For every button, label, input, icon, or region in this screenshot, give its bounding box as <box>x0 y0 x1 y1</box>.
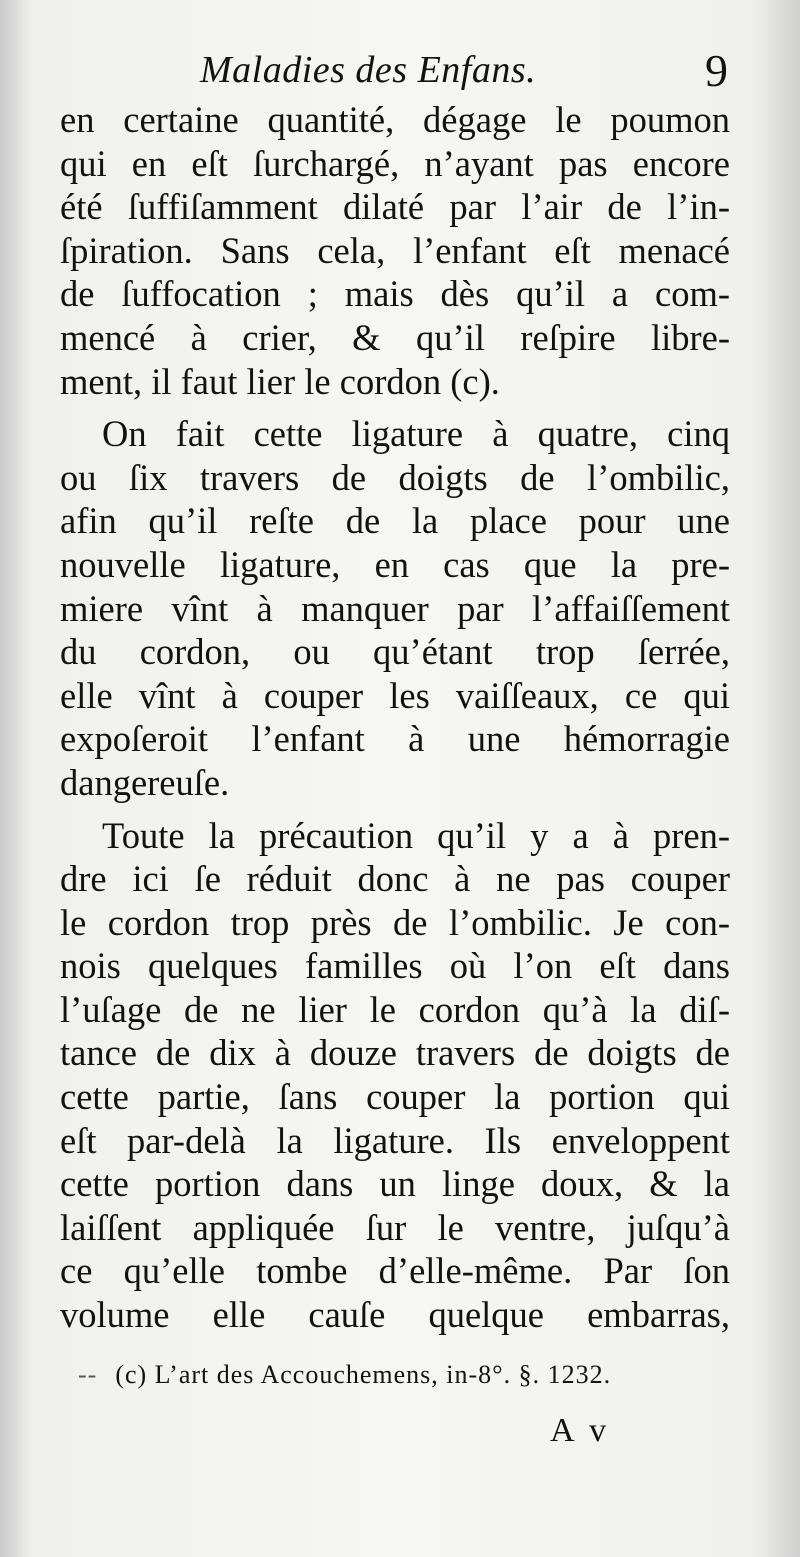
text-line: ce qu’elle tombe d’elle-même. Par ſon <box>60 1250 730 1292</box>
text-line: de ſuffocation ; mais dès qu’il a com- <box>60 273 730 315</box>
text-line: en certaine quantité, dégage le poumon <box>60 99 730 140</box>
text-line: qui en eſt ſurchargé, n’ayant pas encore <box>60 142 730 184</box>
text-line: miere vînt à manquer par l’affaiſſement <box>60 587 730 629</box>
text-line: expoſeroit l’enfant à une hémorragie <box>60 718 730 760</box>
text-line: nois quelques familles où l’on eſt dans <box>60 945 730 987</box>
text-line: tance de dix à douze travers de doigts de <box>60 1032 730 1074</box>
text-line: cette portion dans un linge doux, & la <box>60 1163 730 1205</box>
running-head <box>60 45 728 96</box>
text-line: laiſſent appliquée ſur le ventre, juſqu’à <box>60 1206 730 1248</box>
text-line: On fait cette ligature à quatre, cinq <box>102 413 730 455</box>
text-line: elle vînt à couper les vaiſſeaux, ce qui <box>60 674 730 716</box>
text-line: dangereuſe. <box>60 761 230 803</box>
text-line: eſt par-delà la ligature. Ils enveloppent <box>60 1119 730 1161</box>
text-line: ment, il faut lier le cordon (c). <box>60 360 500 402</box>
text-line: mencé à crier, & qu’il reſpire libre- <box>60 316 730 358</box>
text-line: Toute la précaution qu’il y a à pren- <box>102 814 730 856</box>
paragraph-3 <box>60 814 730 1337</box>
running-head-title: Maladies des Enfans. <box>200 49 537 91</box>
paragraph-1 <box>60 98 730 403</box>
body-text <box>60 98 730 1337</box>
signature-mark: A v <box>550 1412 611 1449</box>
text-line: nouvelle ligature, en cas que la pre- <box>60 543 730 585</box>
paragraph-2 <box>60 412 730 804</box>
text-line: l’uſage de ne lier le cordon qu’à la diſ- <box>60 988 730 1030</box>
text-line: été ſuffiſamment dilaté par l’air de l’in- <box>60 186 730 228</box>
text-line: volume elle cauſe quelque embarras, <box>60 1294 730 1336</box>
text-line: afin qu’il reſte de la place pour une <box>60 500 730 542</box>
text-line: dre ici ſe réduit donc à ne pas couper <box>60 858 730 900</box>
footnote <box>78 1360 611 1390</box>
text-line: le cordon trop près de l’ombilic. Je con- <box>60 901 730 943</box>
text-line: du cordon, ou qu’étant trop ſerrée, <box>60 631 730 673</box>
text-line: ſpiration. Sans cela, l’enfant eſt menacé <box>60 229 730 271</box>
page-number: 9 <box>705 45 728 96</box>
footnote-marker: -- <box>78 1360 98 1389</box>
text-line: cette partie, ſans couper la portion qui <box>60 1076 730 1118</box>
footnote-text: (c) L’art des Accouchemens, in-8°. §. 1232. <box>115 1360 612 1389</box>
text-line: ou ſix travers de doigts de l’ombilic, <box>60 456 730 498</box>
